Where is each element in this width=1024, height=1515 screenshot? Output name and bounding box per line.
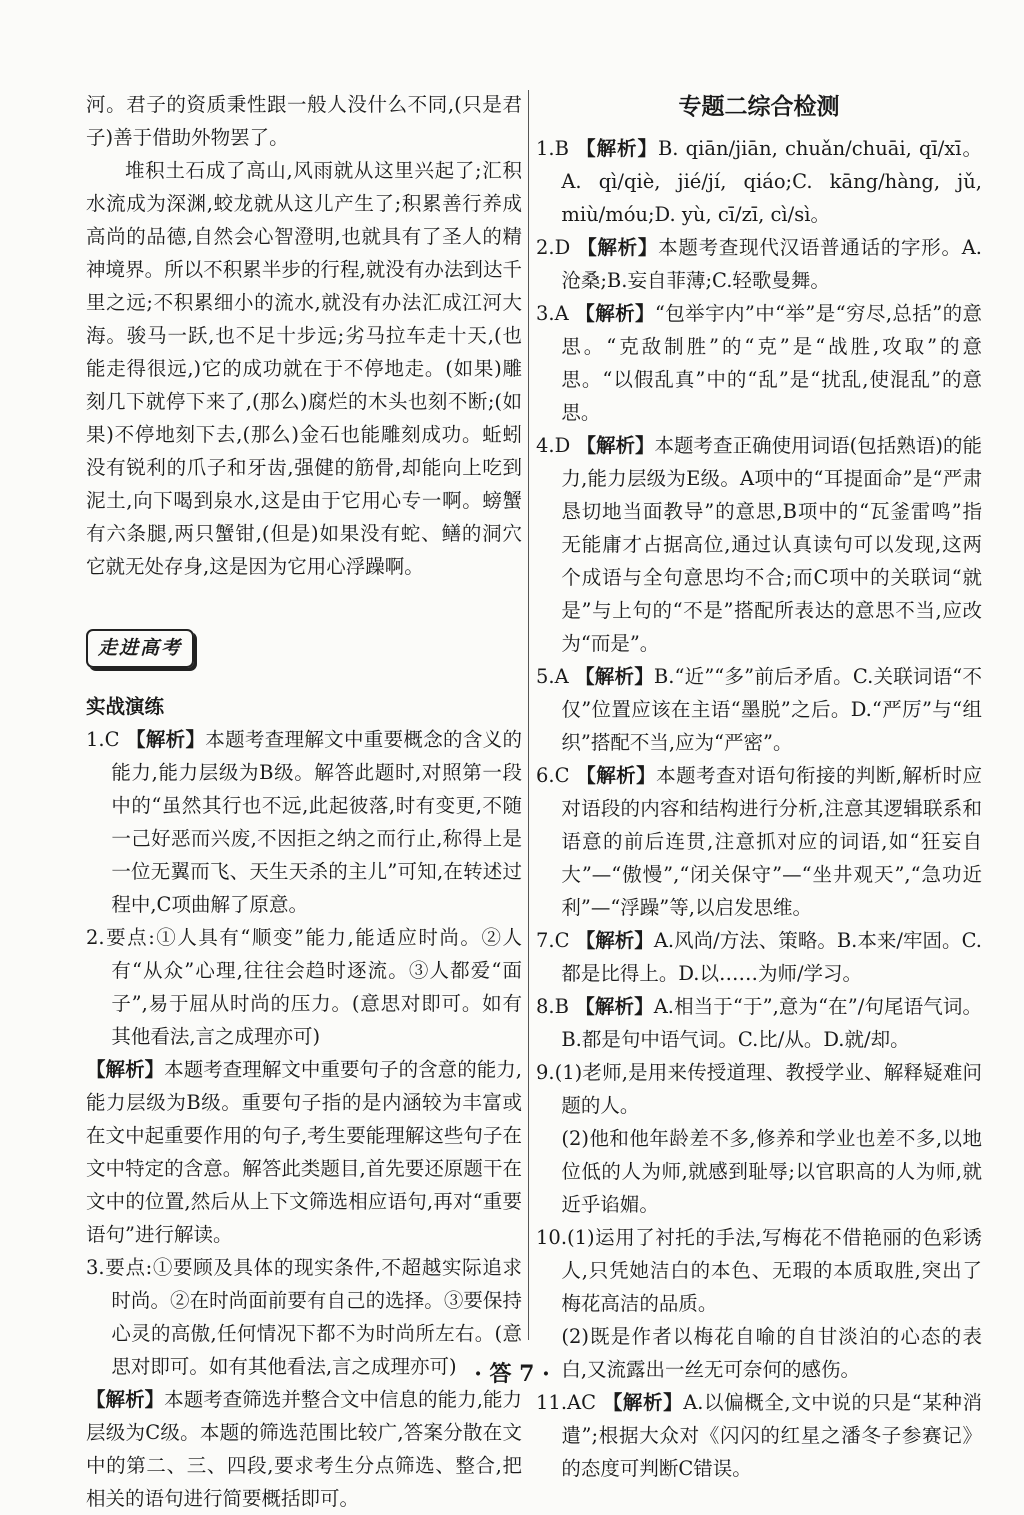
answer-item <box>86 921 522 1053</box>
answer-number: 2.D <box>536 236 571 259</box>
analysis-tag: 【解析】 <box>86 1388 165 1411</box>
page-number: · 答 7 · <box>474 1361 550 1387</box>
answer-item <box>536 429 982 660</box>
answer-text: (1)运用了衬托的手法,写梅花不借艳丽的色彩诱人,只凭她洁白的本色、无瑕的本质取胜,突出了梅花高洁的品质。 <box>561 1226 982 1315</box>
answer-number: 1.B <box>536 137 569 160</box>
analysis-text: 本题考查筛选并整合文中信息的能力,能力层级为C级。本题的筛选范围比较广,答案分散在文中的第二、三、四段,要求考生分点筛选、整合,把相关的语句进行简要概括即可。 <box>86 1388 522 1510</box>
analysis-tag: 【解析】 <box>576 137 658 160</box>
answer-item <box>86 723 522 921</box>
left-column <box>86 88 522 1515</box>
answer-text: 要点:①要顾及具体的现实条件,不超越实际追求时尚。②在时尚面前要有自己的选择。③要保持心灵的高傲,任何情况下都不为时尚所左右。(意思对即可。如有其他看法,言之成理亦可) <box>104 1256 522 1378</box>
analysis-tag: 【解析】 <box>576 434 655 457</box>
passage-translation-paragraph: 堆积土石成了高山,风雨就从这里兴起了;汇积水流成为深渊,蛟龙就从这儿产生了;积累善行养成高尚的品德,自然会心智澄明,也就具有了圣人的精神境界。所以不积累半步的行程,就没有办法到达千里之远;不积累细小的流水,就没有办法汇成江河大海。骏马一跃,也不足十步远;劣马拉车走十天,(也能走得很远,)它的成功就在于不停地走。(如果)雕刻几下就停下来了,(那么)腐烂的木头也刻不断;(如果)不停地刻下去,(那么)金石也能雕刻成功。蚯蚓没有锐利的爪子和牙齿,强健的筋骨,却能向上吃到泥土,向下喝到泉水,这是由于它用心专一啊。螃蟹有六条腿,两只蟹钳,(但是)如果没有蛇、鳝的洞穴它就无处存身,这是因为它用心浮躁啊。 <box>86 159 522 578</box>
column-divider <box>528 90 529 1340</box>
answer-text: 本题考查正确使用词语(包括熟语)的能力,能力层级为E级。A项中的“耳提面命”是“严肃恳切地当面教导”的意思,B项中的“瓦釜雷鸣”指无能庸才占据高位,通过认真读句可以发现,这两个成语与全句意思均不合;而C项中的关联词“就是”与上句的“不是”搭配所表达的意思不当,应改为“而是”。 <box>561 434 982 655</box>
answer-text: A.相当于“于”,意为“在”/句尾语气词。B.都是句中语气词。C.比/从。D.就/却。 <box>561 995 982 1051</box>
analysis-paragraph <box>86 1053 522 1251</box>
answer-number: 2. <box>86 926 105 949</box>
answer-number: 6.C <box>536 764 570 787</box>
answer-text: B. qiān/jiān, chuǎn/chuāi, qī/xī。A. qì/qiè, jié/jí, qiáo;C. kāng/hàng, jǔ, miù/móu;D. yù, cī/zī, cì/sì。 <box>561 137 982 226</box>
answer-number: 5.A <box>536 665 569 688</box>
analysis-tag: 【解析】 <box>126 728 206 751</box>
answer-number: 11.AC <box>536 1391 597 1414</box>
section-title: 专题二综合检测 <box>678 93 840 120</box>
answer-number: 10. <box>536 1226 568 1249</box>
answer-item <box>536 759 982 924</box>
answer-text: 本题考查现代汉语普通话的字形。A.沧桑;B.妄自菲薄;C.轻歌曼舞。 <box>561 236 982 292</box>
answer-item <box>536 1386 982 1485</box>
answer-text: 要点:①人具有“顺变”能力,能适应时尚。②人有“从众”心理,往往会趋时逐流。③人都爱“面子”,易于屈从时尚的压力。(意思对即可。如有其他看法,言之成理亦可) <box>104 926 522 1048</box>
analysis-tag: 【解析】 <box>575 995 654 1018</box>
analysis-tag: 【解析】 <box>575 929 654 952</box>
answer-item <box>536 660 982 759</box>
answer-item <box>536 1221 982 1320</box>
answer-item <box>536 924 982 990</box>
answer-item <box>536 297 982 429</box>
answer-text: B.“近”“多”前后矛盾。C.关联词语“不仅”位置应该在主语“墨脱”之后。D.“严厉”与“组织”搭配不当,应为“严密”。 <box>561 665 982 754</box>
answer-number: 7.C <box>536 929 570 952</box>
section-badge: 走进高考 <box>86 629 194 668</box>
analysis-tag: 【解析】 <box>86 1058 165 1081</box>
analysis-text: 本题考查理解文中重要句子的含意的能力,能力层级为B级。重要句子指的是内涵较为丰富或在文中起重要作用的句子,考生要能理解这些句子在文中特定的含意。解答此类题目,首先要还原题干在文中的位置,然后从上下文筛选相应语句,再对“重要语句”进行解读。 <box>86 1058 522 1246</box>
answer-number: 4.D <box>536 434 571 457</box>
answer-text: 本题考查对语句衔接的判断,解析时应对语段的内容和结构进行分析,注意其逻辑联系和语意的前后连贯,注意抓对应的词语,如“狂妄自大”—“傲慢”,“闭关保守”—“坐井观天”,“急功近利”—“浮躁”等,以启发思维。 <box>561 764 982 919</box>
analysis-tag: 【解析】 <box>577 236 659 259</box>
answer-number: 8.B <box>536 995 569 1018</box>
answer-text: 本题考查理解文中重要概念的含义的能力,能力层级为B级。解答此题时,对照第一段中的“虽然其行也不远,此起彼落,时有变更,不随一己好恶而兴废,不因拒之纳之而行止,称得上是一位无翼而飞、天生天杀的主儿”可知,在转述过程中,C项曲解了原意。 <box>111 728 522 916</box>
answer-number: 1.C <box>86 728 120 751</box>
analysis-tag: 【解析】 <box>575 665 654 688</box>
right-column <box>536 88 982 1485</box>
answer-text: A.风尚/方法、策略。B.本来/牢固。C.都是比得上。D.以……为师/学习。 <box>561 929 982 985</box>
answer-item <box>536 231 982 297</box>
passage-translation-end: 河。君子的资质秉性跟一般人没什么不同,(只是君子)善于借助外物罢了。 <box>86 93 522 149</box>
analysis-tag: 【解析】 <box>576 764 657 787</box>
analysis-paragraph <box>86 1383 522 1515</box>
answer-number: 9. <box>536 1061 555 1084</box>
answer-number: 3. <box>86 1256 105 1279</box>
answer-item <box>536 990 982 1056</box>
answer-item <box>536 1056 982 1122</box>
answer-number: 3.A <box>536 302 569 325</box>
analysis-tag: 【解析】 <box>575 302 655 325</box>
answer-text: A.以偏概全,文中说的只是“某种消遣”;根据大众对《闪闪的红星之潘冬子参赛记》的态度可判断C错误。 <box>561 1391 982 1480</box>
answer-continuation: (2)既是作者以梅花自喻的自甘淡泊的心态的表白,又流露出一丝无可奈何的感伤。 <box>561 1325 982 1381</box>
answer-text: “包举宇内”中“举”是“穷尽,总括”的意思。“克敌制胜”的“克”是“战胜,攻取”的意思。“以假乱真”中的“乱”是“扰乱,使混乱”的意思。 <box>561 302 983 424</box>
answer-continuation: (2)他和他年龄差不多,修养和学业也差不多,以地位低的人为师,就感到耻辱;以官职高的人为师,就近乎谄媚。 <box>561 1127 982 1216</box>
section-subtitle: 实战演练 <box>86 695 165 718</box>
answer-item <box>536 132 982 231</box>
analysis-tag: 【解析】 <box>602 1391 684 1414</box>
answer-text: (1)老师,是用来传授道理、教授学业、解释疑难问题的人。 <box>554 1061 982 1117</box>
